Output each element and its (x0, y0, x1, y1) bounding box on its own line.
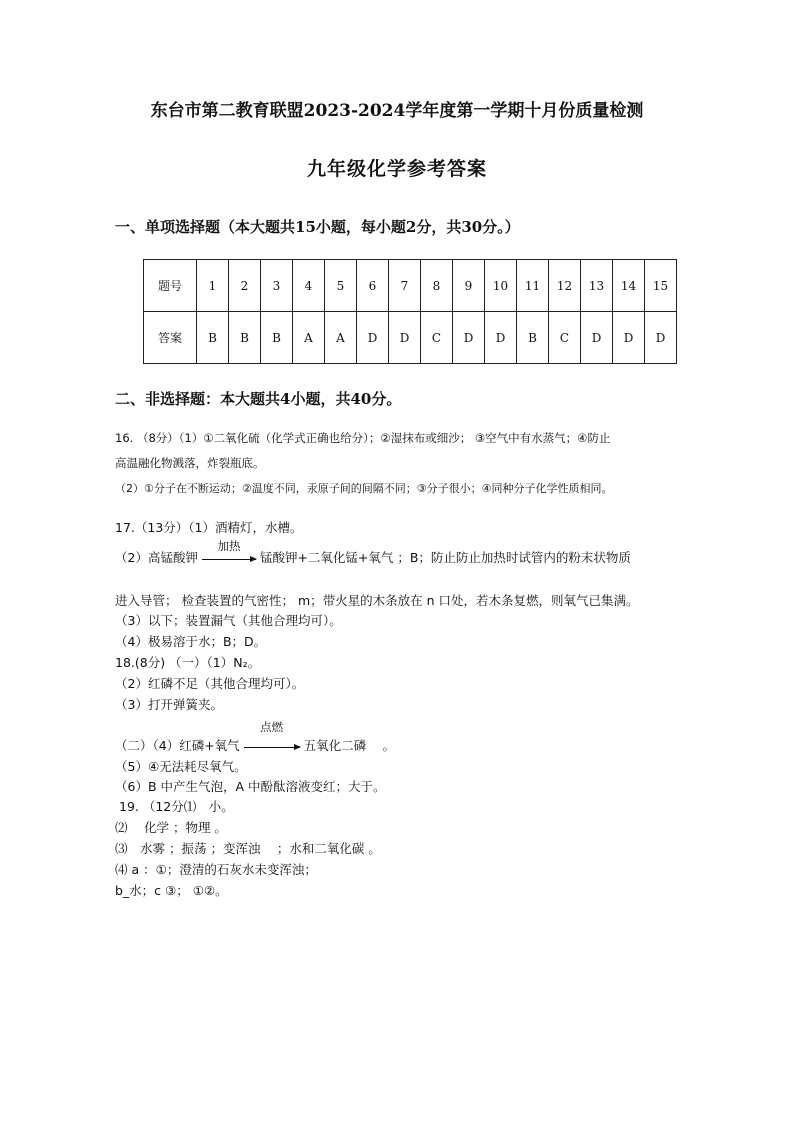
question-number: 4 (293, 260, 325, 312)
answer-cell: B (261, 312, 293, 364)
answer-table (143, 259, 677, 364)
q19-line-1: 19. （12分⑴ 小。 (119, 799, 234, 814)
answer-cell: C (421, 312, 453, 364)
q17-products: 锰酸钾+二氧化锰+氧气 ；B；防止防止加热时试管内的粉末状物质 (259, 550, 631, 565)
document-subtitle: 九年级化学参考答案 (306, 158, 487, 180)
answer-cell: D (613, 312, 645, 364)
q18-product: 五氧化二磷 。 (303, 738, 396, 753)
q19-line-4: ⑷ a ：①；澄清的石灰水未变浑浊； (115, 862, 317, 877)
answer-cell: D (357, 312, 389, 364)
question-number: 7 (389, 260, 421, 312)
q19-line-3: ⑶ 水雾 ；振荡 ；变浑浊 ；水和二氧化碳 。 (115, 841, 381, 856)
table-row-answers (144, 312, 677, 364)
question-number: 5 (325, 260, 357, 312)
answer-cell: A (293, 312, 325, 364)
q18-line-3: （3）打开弹簧夹。 (115, 697, 223, 712)
q17-line-3: 进入导管； 检查装置的气密性； m；带火星的木条放在 n 口处，若木条复燃，则氧气已集满。 (115, 593, 639, 608)
answer-cell: A (325, 312, 357, 364)
q18-line-1: 18.(8分) （一）（1）N₂。 (115, 655, 261, 670)
answer-cell: B (197, 312, 229, 364)
q17-line-4: （3）以下；装置漏气（其他合理均可）。 (115, 613, 342, 628)
answer-cell: B (229, 312, 261, 364)
q17-reactant: （2）高锰酸钾 (115, 550, 198, 565)
question-number: 1 (197, 260, 229, 312)
reaction-condition: 点燃 (260, 720, 284, 734)
answer-cell: D (485, 312, 517, 364)
q17-line-1: 17.（13分）（1）酒精灯，水槽。 (115, 520, 303, 535)
answer-cell: B (517, 312, 549, 364)
row-label-answer: 答案 (144, 312, 197, 364)
question-number: 10 (485, 260, 517, 312)
q19-line-2: ⑵ 化学 ；物理 。 (115, 820, 227, 835)
q18-line-6: （6）B 中产生气泡，A 中酚酞溶液变红；大于。 (115, 779, 386, 794)
arrow-icon (202, 559, 256, 560)
table-row-numbers (144, 260, 677, 312)
answer-cell: D (389, 312, 421, 364)
q17-line-2 (115, 539, 631, 566)
q16-line-3: （2）①分子在不断运动；②温度不同，汞原子间的间隔不同；③分子很小；④同种分子化学性质相同。 (115, 482, 613, 495)
q16-line-2: 高温融化物溅落，炸裂瓶底。 (115, 456, 265, 470)
document-title: 东台市第二教育联盟2023-2024学年度第一学期十月份质量检测 (150, 101, 644, 121)
section-1-heading: 一、单项选择题（本大题共15小题，每小题2分，共30分。） (115, 218, 520, 236)
reaction-arrow (244, 720, 300, 754)
q17-line-5: （4）极易溶于水；B；D。 (115, 634, 267, 649)
question-number: 15 (645, 260, 677, 312)
answer-cell: D (645, 312, 677, 364)
section-2-heading: 二、非选择题：本大题共4小题，共40分。 (115, 390, 402, 408)
q18-reactants: （二）（4）红磷+氧气 (115, 738, 240, 753)
answer-cell: D (453, 312, 485, 364)
row-label-number: 题号 (144, 260, 197, 312)
question-number: 3 (261, 260, 293, 312)
answer-cell: C (549, 312, 581, 364)
question-number: 11 (517, 260, 549, 312)
reaction-condition: 加热 (217, 539, 241, 553)
question-number: 2 (229, 260, 261, 312)
answer-cell: D (581, 312, 613, 364)
question-number: 13 (581, 260, 613, 312)
arrow-icon (244, 747, 300, 748)
question-number: 12 (549, 260, 581, 312)
question-number: 6 (357, 260, 389, 312)
question-number: 8 (421, 260, 453, 312)
question-number: 9 (453, 260, 485, 312)
q19-line-5: b_水；c ③； ①②。 (115, 883, 228, 898)
q18-line-5: （5）④无法耗尽氧气。 (115, 759, 247, 774)
q18-line-4 (115, 720, 396, 754)
q16-line-1: 16. （8分）（1）①二氧化硫（化学式正确也给分）；②湿抹布或细沙； ③空气中有水蒸气；④防止 (115, 431, 611, 445)
reaction-arrow (202, 539, 256, 566)
q18-line-2: （2）红磷不足（其他合理均可）。 (115, 676, 305, 691)
question-number: 14 (613, 260, 645, 312)
